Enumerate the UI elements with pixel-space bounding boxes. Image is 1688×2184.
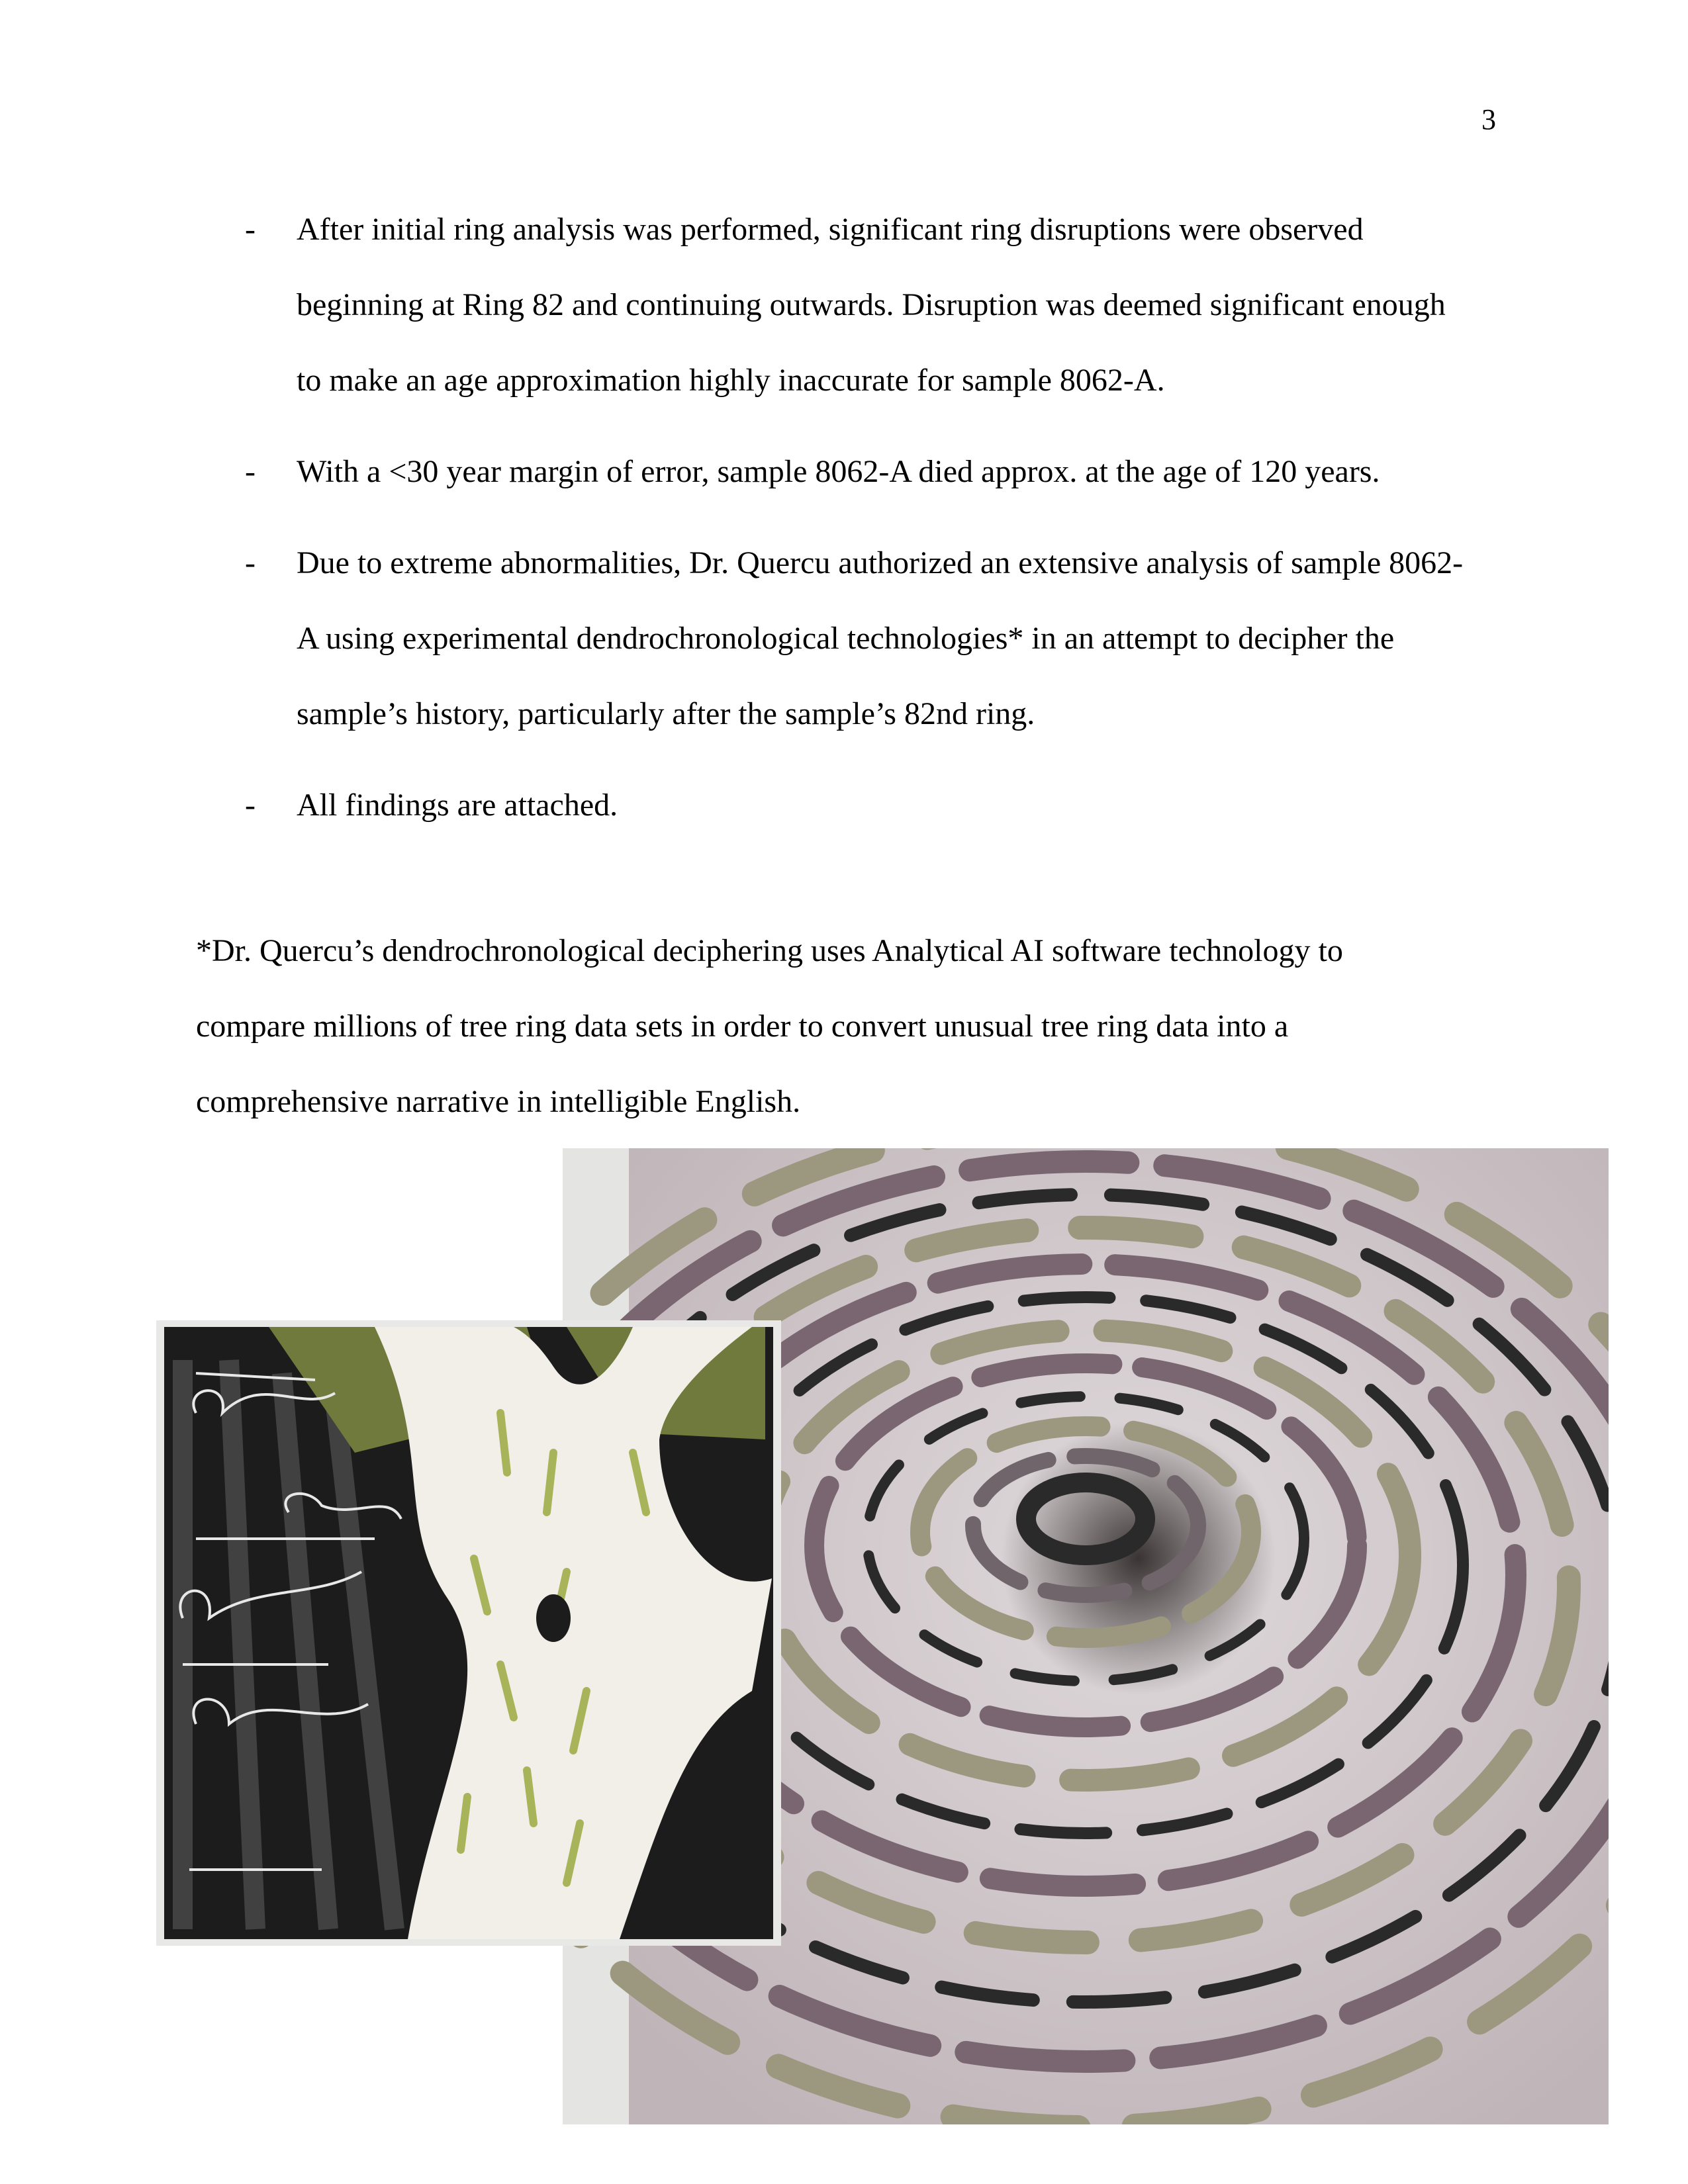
bullet-text: All findings are attached. <box>297 788 618 823</box>
bullet-item <box>0 434 1688 510</box>
bullet-item <box>0 192 1688 418</box>
bullet-item <box>0 525 1688 752</box>
bullet-text: With a <30 year margin of error, sample 8062-A died approx. at the age of 120 years. <box>297 454 1380 489</box>
footnote: *Dr. Quercu’s dendrochronological deciphering uses Analytical AI software technology to compare millions of tree ring data sets in order to convert unusual tree ring data into a comprehensive narrative in intelligible English. <box>196 933 1343 1119</box>
page-number: 3 <box>1481 103 1496 136</box>
bullet-dash: - <box>245 212 256 247</box>
bullet-dash: - <box>245 545 256 580</box>
bullet-item <box>0 768 1688 843</box>
tree-trunk-artwork <box>156 1320 781 1946</box>
bullet-text: After initial ring analysis was performed, significant ring disruptions were observed beginning at Ring 82 and continuing outwards. Disruption was deemed significant enough to make an age approximation highly inaccurate for sample 8062-A. <box>297 212 1446 398</box>
bullet-list <box>0 192 1688 843</box>
bullet-text: Due to extreme abnormalities, Dr. Quercu authorized an extensive analysis of sample 8062-A using experimental dendrochronological technologies* in an attempt to decipher the sample’s history, particularly after the sample’s 82nd ring. <box>297 545 1464 731</box>
bullet-dash: - <box>245 788 256 823</box>
bullet-dash: - <box>245 454 256 489</box>
